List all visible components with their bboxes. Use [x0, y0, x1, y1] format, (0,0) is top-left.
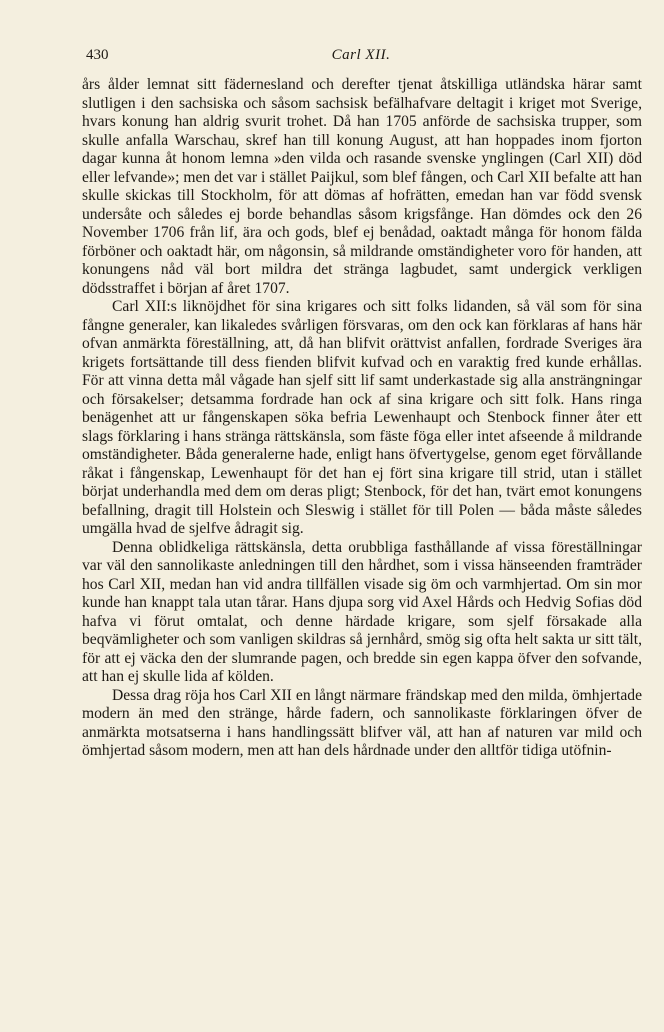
page-header — [86, 47, 636, 67]
running-title: Carl XII. — [331, 47, 391, 63]
paragraph-4: Dessa drag röja hos Carl XII en långt närmare frändskap med den milda, ömhjertade modern än med den stränge, hårde fadern, och sannolikaste förklaringen öfver de anmärkta motsatserna i hans handlingssätt blifver väl, att han af naturen var mild och ömhjertad såsom modern, men att han dels hårdnade under den alltför tidiga utöfnin- — [82, 686, 642, 759]
paragraph-1: års ålder lemnat sitt fädernesland och derefter tjenat åtskilliga utländska härar samt slutligen i den sachsiska och såsom sachsisk befälhafvare deltagit i kriget mot Sverige, hvars konung han aldrig svurit trohet. Då han 1705 anförde de sachsiska trupper, som skulle anfalla Warschau, skref han till konung August, att han hoppades inom fjorton dagar kunna åt honom lemna »den vilda och rasande svenske ynglingen (Carl XII) död eller lefvande»; men det var i stället Paijkul, som blef fången, och Carl XII befalte att han skulle skickas till Stockholm, för att dömas af hofrätten, emedan han var född svensk undersåte och således ej borde behandlas såsom krigsfånge. Han dömdes ock den 26 November 1706 från lif, ära och gods, blef ej benådad, oaktadt många för honom fälda förböner och oaktadt här, om någonsin, så mildrande omständigheter voro för handen, att konungens nåd väl bort mildra det stränga lagbudet, samt undergick verkligen dödsstraffet i början af året 1707. — [82, 76, 642, 297]
page-number: 430 — [86, 47, 109, 63]
paragraph-3: Denna oblidkeliga rättskänsla, detta orubbliga fasthållande af vissa föreställningar var väl den sannolikaste anledningen till den hårdhet, som i vissa hänseenden framträder hos Carl XII, medan han vid andra tillfällen visade sig öm och varmhjertad. Om sin mor kunde han knappt tala utan tårar. Hans djupa sorg vid Axel Hårds och Hedvig Sofias död hafva vi förut omtalat, och denne härdade krigare, som sjelf försakade alla beqvämligheter och som vanligen skildras så jernhård, smög sig ofta helt sakta ur sitt tält, för att ej väcka den der slumrande pagen, och bredde sin egen kappa öfver den sofvande, att han ej skulle lida af kölden. — [82, 538, 642, 685]
paragraph-2: Carl XII:s liknöjdhet för sina krigares och sitt folks lidanden, så väl som för sina fångne generaler, kan likaledes svårligen försvaras, om den ock kan förklaras af hans här ofvan anmärkta föreställning, att, då han blifvit orättvist anfallen, fordrade Sveriges ära krigets fortsättande till dess fienden blifvit kufvad och en varaktig fred kunde erhållas. För att vinna detta mål vågade han sjelf sitt lif samt underkastade sig alla ansträngningar och försakelser; detsamma fordrade han ock af sina krigare och sitt folk. Hans ringa benägenhet att ur fångenskapen söka befria Lewenhaupt och Stenbock finner åter ett slags förklaring i hans stränga rättskänsla, som fäste föga eller intet afseende å mildrande omständigheter. Båda generalerne hade, enligt hans öfvertygelse, genom eget förvållande råkat i fångenskap, Lewenhaupt för det han ej fört sina krigare till strid, utan i stället börjat underhandla med dem om deras pligt; Stenbock, för det han, tvärt emot konungens befallning, dragit till Holstein och Sleswig i stället för till Polen — båda måste således umgälla hvad de sjelfve ådragit sig. — [82, 298, 642, 537]
body-text — [82, 76, 642, 761]
